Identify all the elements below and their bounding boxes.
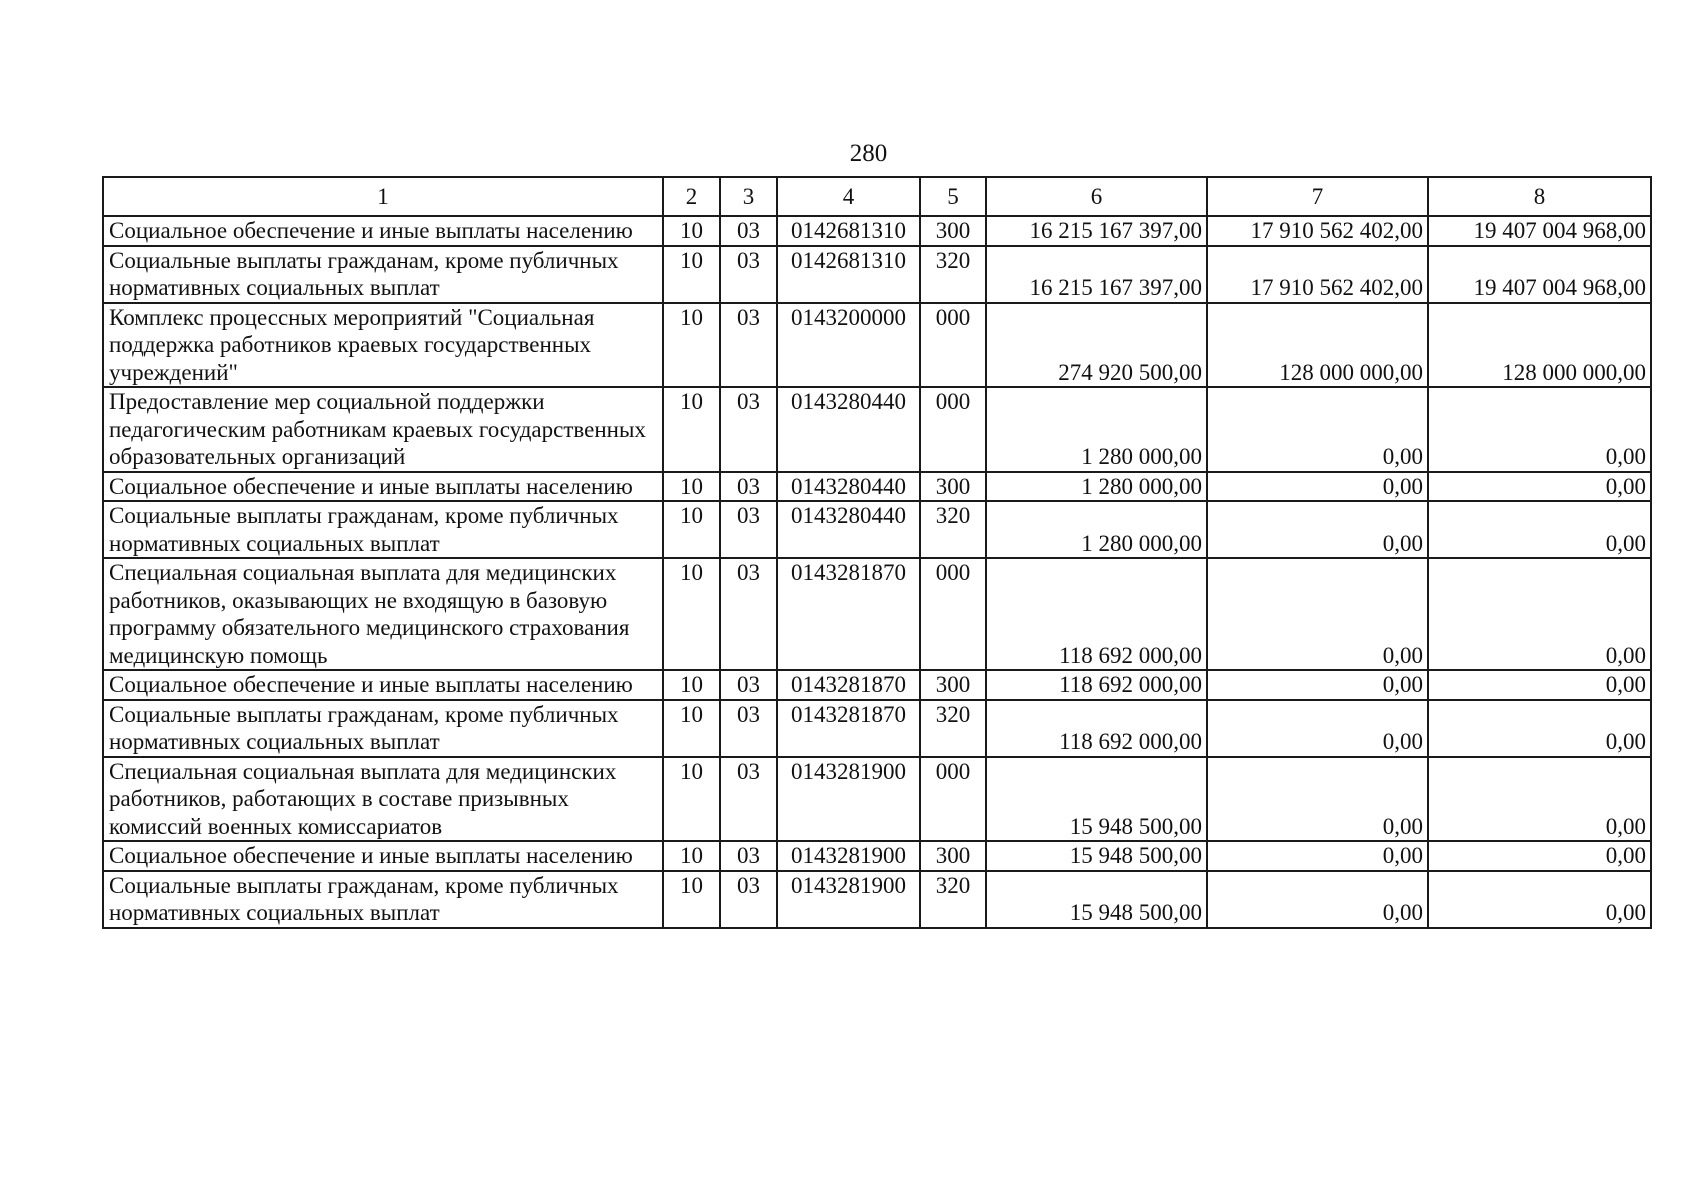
- subsection-code: 03: [720, 472, 777, 502]
- subsection-code: 03: [720, 871, 777, 928]
- amount-col8: 0,00: [1428, 387, 1651, 472]
- amount-col6: 1 280 000,00: [986, 387, 1207, 472]
- header-cell: 6: [986, 177, 1207, 216]
- amount-col8: 0,00: [1428, 472, 1651, 502]
- section-code: 10: [663, 387, 720, 472]
- section-code: 10: [663, 670, 720, 700]
- subsection-code: 03: [720, 757, 777, 842]
- amount-col6: 15 948 500,00: [986, 757, 1207, 842]
- item-name: Социальные выплаты гражданам, кроме публичных нормативных социальных выплат: [103, 700, 663, 757]
- table-row: [103, 303, 1651, 388]
- amount-col8: 0,00: [1428, 841, 1651, 871]
- amount-col6: 15 948 500,00: [986, 841, 1207, 871]
- budget-table: [102, 176, 1652, 929]
- target-article-code: 0143281870: [777, 700, 920, 757]
- section-code: 10: [663, 216, 720, 246]
- header-cell: 1: [103, 177, 663, 216]
- table-row: [103, 387, 1651, 472]
- item-name: Социальное обеспечение и иные выплаты населению: [103, 216, 663, 246]
- section-code: 10: [663, 501, 720, 558]
- expense-type-code: 300: [920, 472, 986, 502]
- expense-type-code: 300: [920, 216, 986, 246]
- section-code: 10: [663, 558, 720, 670]
- target-article-code: 0143281870: [777, 670, 920, 700]
- header-cell: 3: [720, 177, 777, 216]
- target-article-code: 0142681310: [777, 216, 920, 246]
- amount-col8: 128 000 000,00: [1428, 303, 1651, 388]
- section-code: 10: [663, 303, 720, 388]
- amount-col7: 0,00: [1207, 387, 1428, 472]
- amount-col7: 0,00: [1207, 472, 1428, 502]
- expense-type-code: 320: [920, 501, 986, 558]
- section-code: 10: [663, 700, 720, 757]
- amount-col7: 17 910 562 402,00: [1207, 246, 1428, 303]
- section-code: 10: [663, 841, 720, 871]
- expense-type-code: 320: [920, 871, 986, 928]
- target-article-code: 0143280440: [777, 472, 920, 502]
- target-article-code: 0143281900: [777, 841, 920, 871]
- subsection-code: 03: [720, 246, 777, 303]
- table-row: [103, 670, 1651, 700]
- amount-col7: 0,00: [1207, 841, 1428, 871]
- table-row: [103, 558, 1651, 670]
- expense-type-code: 300: [920, 841, 986, 871]
- table-row: [103, 472, 1651, 502]
- item-name: Предоставление мер социальной поддержки педагогическим работникам краевых государственных образовательных организаций: [103, 387, 663, 472]
- target-article-code: 0143280440: [777, 501, 920, 558]
- section-code: 10: [663, 246, 720, 303]
- amount-col7: 128 000 000,00: [1207, 303, 1428, 388]
- amount-col6: 118 692 000,00: [986, 670, 1207, 700]
- expense-type-code: 000: [920, 387, 986, 472]
- table-row: [103, 216, 1651, 246]
- table-row: [103, 871, 1651, 928]
- table-row: [103, 757, 1651, 842]
- amount-col8: 0,00: [1428, 558, 1651, 670]
- expense-type-code: 000: [920, 558, 986, 670]
- target-article-code: 0143281870: [777, 558, 920, 670]
- expense-type-code: 320: [920, 700, 986, 757]
- item-name: Социальные выплаты гражданам, кроме публичных нормативных социальных выплат: [103, 871, 663, 928]
- amount-col7: 17 910 562 402,00: [1207, 216, 1428, 246]
- item-name: Социальное обеспечение и иные выплаты населению: [103, 472, 663, 502]
- amount-col8: 0,00: [1428, 871, 1651, 928]
- subsection-code: 03: [720, 841, 777, 871]
- amount-col6: 16 215 167 397,00: [986, 246, 1207, 303]
- item-name: Специальная социальная выплата для медицинских работников, оказывающих не входящую в базовую программу обязательного медицинского страхования медицинскую помощь: [103, 558, 663, 670]
- amount-col6: 16 215 167 397,00: [986, 216, 1207, 246]
- amount-col6: 1 280 000,00: [986, 501, 1207, 558]
- target-article-code: 0143281900: [777, 757, 920, 842]
- subsection-code: 03: [720, 670, 777, 700]
- table-row: [103, 246, 1651, 303]
- target-article-code: 0143200000: [777, 303, 920, 388]
- header-cell: 2: [663, 177, 720, 216]
- subsection-code: 03: [720, 700, 777, 757]
- item-name: Социальные выплаты гражданам, кроме публичных нормативных социальных выплат: [103, 246, 663, 303]
- amount-col6: 15 948 500,00: [986, 871, 1207, 928]
- header-row: [103, 177, 1651, 216]
- item-name: Специальная социальная выплата для медицинских работников, работающих в составе призывных комиссий военных комиссариатов: [103, 757, 663, 842]
- amount-col7: 0,00: [1207, 700, 1428, 757]
- amount-col8: 19 407 004 968,00: [1428, 246, 1651, 303]
- amount-col6: 118 692 000,00: [986, 558, 1207, 670]
- item-name: Комплекс процессных мероприятий "Социальная поддержка работников краевых государственных учреждений": [103, 303, 663, 388]
- amount-col6: 1 280 000,00: [986, 472, 1207, 502]
- expense-type-code: 000: [920, 757, 986, 842]
- amount-col8: 0,00: [1428, 501, 1651, 558]
- section-code: 10: [663, 757, 720, 842]
- amount-col7: 0,00: [1207, 558, 1428, 670]
- section-code: 10: [663, 472, 720, 502]
- table-row: [103, 700, 1651, 757]
- amount-col6: 274 920 500,00: [986, 303, 1207, 388]
- amount-col8: 0,00: [1428, 700, 1651, 757]
- expense-type-code: 300: [920, 670, 986, 700]
- header-cell: 7: [1207, 177, 1428, 216]
- item-name: Социальные выплаты гражданам, кроме публичных нормативных социальных выплат: [103, 501, 663, 558]
- amount-col7: 0,00: [1207, 871, 1428, 928]
- subsection-code: 03: [720, 387, 777, 472]
- subsection-code: 03: [720, 303, 777, 388]
- amount-col8: 19 407 004 968,00: [1428, 216, 1651, 246]
- amount-col7: 0,00: [1207, 501, 1428, 558]
- header-cell: 4: [777, 177, 920, 216]
- header-cell: 8: [1428, 177, 1651, 216]
- target-article-code: 0142681310: [777, 246, 920, 303]
- page-number: 280: [849, 140, 888, 167]
- table-row: [103, 841, 1651, 871]
- header-cell: 5: [920, 177, 986, 216]
- table-row: [103, 501, 1651, 558]
- amount-col7: 0,00: [1207, 670, 1428, 700]
- amount-col8: 0,00: [1428, 670, 1651, 700]
- subsection-code: 03: [720, 501, 777, 558]
- amount-col8: 0,00: [1428, 757, 1651, 842]
- section-code: 10: [663, 871, 720, 928]
- subsection-code: 03: [720, 216, 777, 246]
- subsection-code: 03: [720, 558, 777, 670]
- amount-col7: 0,00: [1207, 757, 1428, 842]
- amount-col6: 118 692 000,00: [986, 700, 1207, 757]
- expense-type-code: 000: [920, 303, 986, 388]
- expense-type-code: 320: [920, 246, 986, 303]
- target-article-code: 0143281900: [777, 871, 920, 928]
- item-name: Социальное обеспечение и иные выплаты населению: [103, 841, 663, 871]
- target-article-code: 0143280440: [777, 387, 920, 472]
- item-name: Социальное обеспечение и иные выплаты населению: [103, 670, 663, 700]
